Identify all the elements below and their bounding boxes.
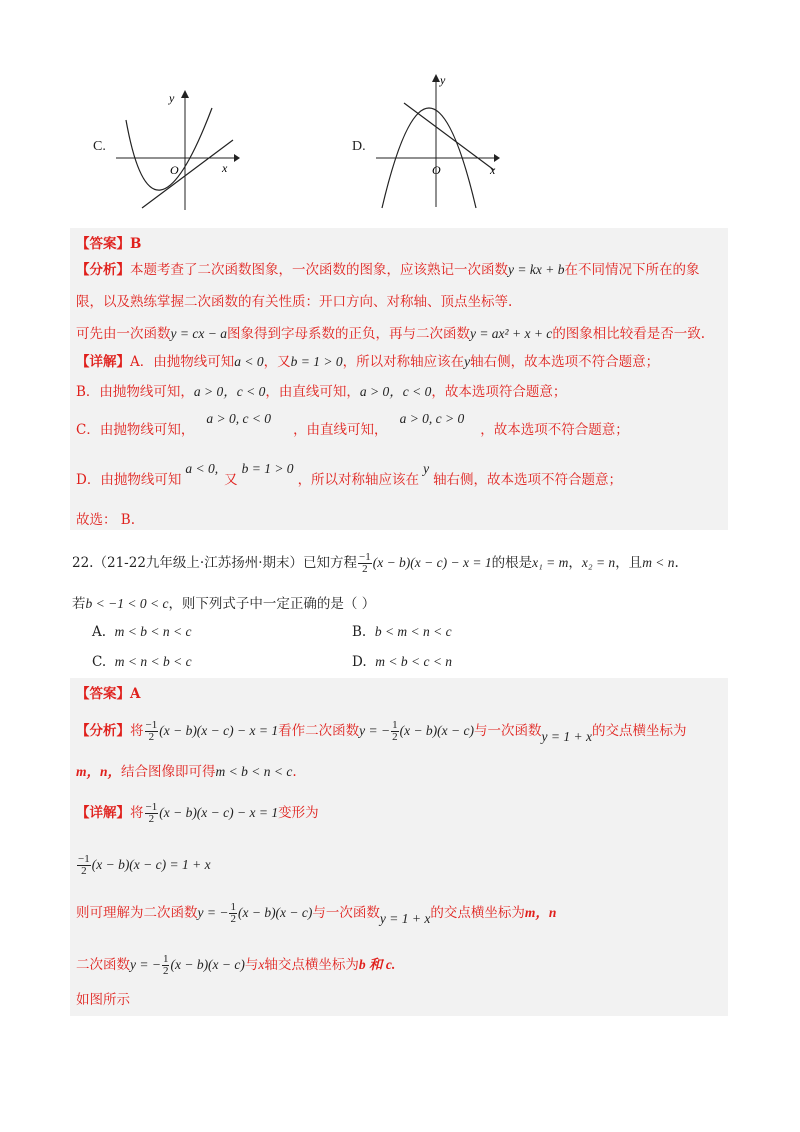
q22-detail-line3: 则可理解为二次函数y = − $\frac{1}{2}$ (x − b)(x − c)与一次函数y = 1 + x的交点横坐标为m，n xyxy=(76,901,557,926)
q22-option-c[interactable]: C. m < n < b < c xyxy=(92,654,192,670)
q22-analysis-line2: m，n，结合图像即可得m < b < n < c. xyxy=(76,764,297,780)
option-c-axis-y: y xyxy=(169,91,175,105)
q21-answer: 【答案】B xyxy=(76,236,142,252)
q22-analysis-line1: 【分析】将 $\frac{-1}{2}$ (x − b)(x − c) − x = 1看作二次函数y = − $\frac{1}{2}$ (x − b)(x − c)与一次函数y = 1 + x的交点横坐标为 xyxy=(76,719,687,744)
option-c-origin: O xyxy=(170,163,179,177)
option-d-label: D. xyxy=(352,139,366,154)
q22-option-b[interactable]: B. b < m < n < c xyxy=(352,624,452,640)
q22-detail-line5: 如图所示 xyxy=(76,992,130,1008)
option-d-graph xyxy=(372,72,502,212)
option-d-origin: O xyxy=(432,163,441,177)
q22-detail-line1: 【详解】将 $\frac{-1}{2}$ (x − b)(x − c) − x = 1变形为 xyxy=(76,801,319,825)
q21-analysis-line1: 【分析】本题考查了二次函数图象，一次函数的图象，应该熟记一次函数y = kx + b在不同情况下所在的象 xyxy=(76,262,700,278)
q21-choose: 故选： B. xyxy=(76,512,136,528)
q21-detail-a: 【详解】A．由抛物线可知a < 0，又b = 1 > 0，所以对称轴应该在y轴右侧，故本选项不符合题意； xyxy=(76,354,660,370)
option-d-axis-y: y xyxy=(440,73,446,87)
q21-analysis-line2: 限，以及熟练掌握二次函数的有关性质：开口方向、对称轴、顶点坐标等. xyxy=(76,294,513,310)
q22-option-a[interactable]: A. m < b < n < c xyxy=(92,624,192,640)
q22-option-d[interactable]: D. m < b < c < n xyxy=(352,654,453,670)
option-c-label: C. xyxy=(93,139,106,154)
q22-stem-line2: 若b < −1 < 0 < c，则下列式子中一定正确的是（ ） xyxy=(72,596,376,612)
q21-detail-c: C．由抛物线可知，a > 0, c < 0，由直线可知，a > 0, c > 0，故本选项不符合题意； xyxy=(76,411,629,438)
q21-detail-d: D．由抛物线可知a < 0,又b = 1 > 0，所以对称轴应该在y轴右侧，故本选项不符合题意； xyxy=(76,461,623,488)
option-c-axis-x: x xyxy=(222,161,228,175)
q22-detail-line2: $\frac{-1}{2}$ (x − b)(x − c) = 1 + x xyxy=(78,853,211,877)
q21-analysis-line3: 可先由一次函数y = cx − a图象得到字母系数的正负，再与二次函数y = ax² + x + c的图象相比较看是否一致. xyxy=(76,326,706,342)
option-d-axis-x: x xyxy=(490,163,496,177)
q22-detail-line4: 二次函数y = − $\frac{1}{2}$ (x − b)(x − c)与x轴交点横坐标为b 和 c. xyxy=(76,953,396,977)
option-c-graph xyxy=(112,88,242,213)
q22-stem-line1: 22.（21-22九年级上·江苏扬州·期末）已知方程 $\frac{-1}{2}$ (x − b)(x − c) − x = 1的根是x₁ = m，x₂ = n，且m < n. xyxy=(72,551,679,575)
q22-answer: 【答案】A xyxy=(76,686,141,702)
q21-detail-b: B．由抛物线可知，a > 0，c < 0，由直线可知，a > 0，c < 0，故本选项符合题意； xyxy=(76,384,567,400)
